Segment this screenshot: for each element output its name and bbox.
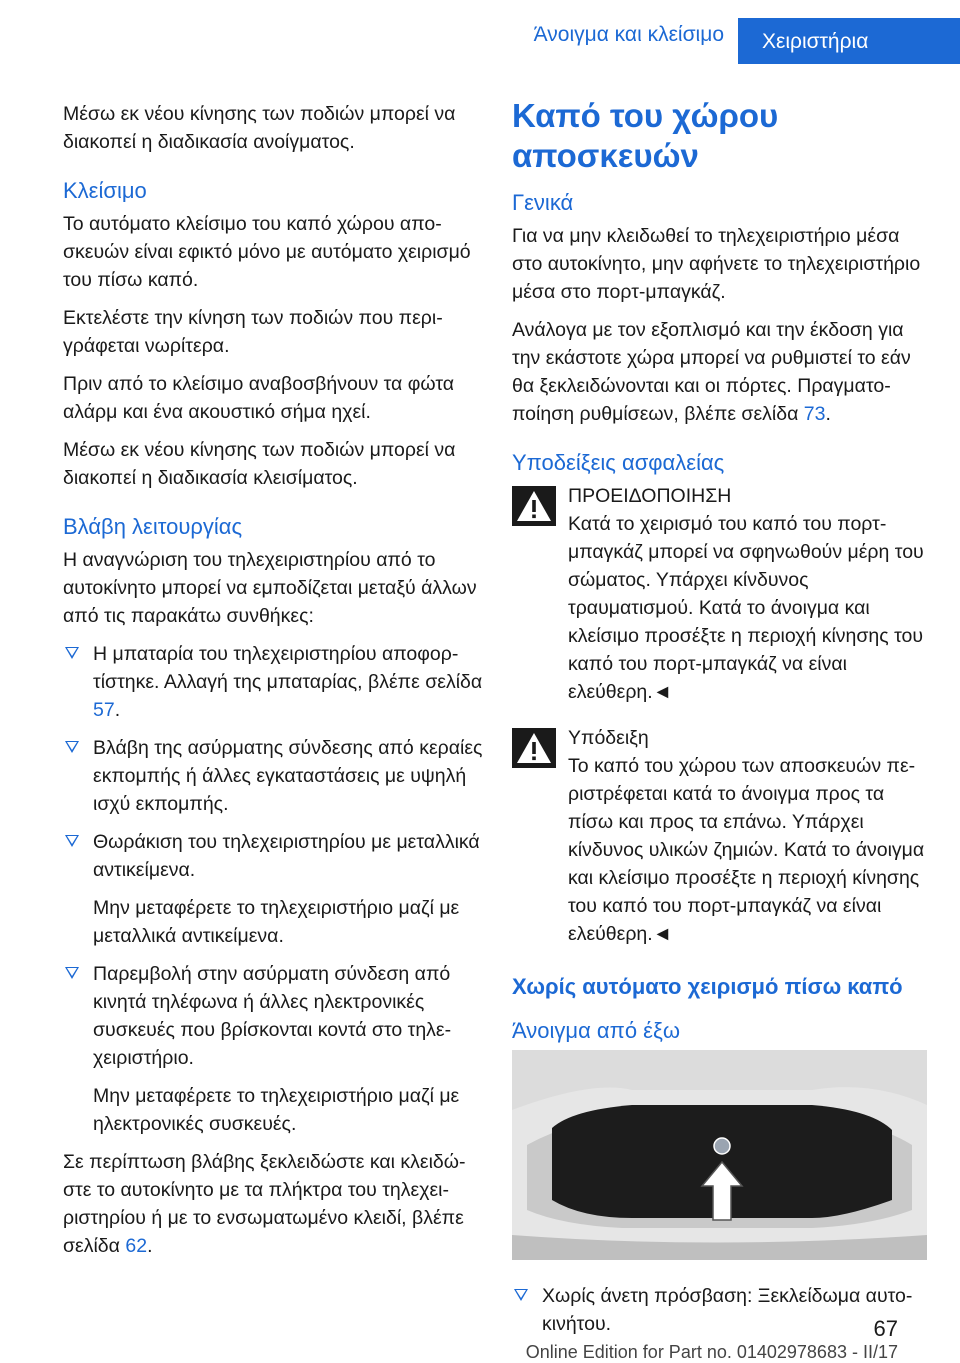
paragraph: Για να μην κλειδωθεί το τηλεχειριστήριο μέσα στο αυτοκίνητο, μην αφήνετε το τηλεχειριστήριο μέσα στο πορτ-μπαγκάζ. — [512, 225, 921, 303]
notice-title: Υπόδειξη — [568, 727, 649, 749]
paragraph: Η αναγνώριση του τηλεχειριστηρίου από το αυτοκίνητο μπορεί να εμποδίζεται μεταξύ άλλων από τις παρακάτω συνθήκες: — [63, 549, 477, 627]
malfunction-heading: Βλάβη λειτουργίας — [63, 514, 243, 539]
header-chapter-tab: Χειριστήρια — [738, 18, 960, 64]
warning-triangle-icon — [512, 486, 556, 526]
edition-footer: Online Edition for Part no. 01402978683 - II/17 — [525, 1342, 898, 1362]
paragraph: Εκτελέστε την κίνηση των ποδιών που περιγράφεται νωρίτερα. — [63, 307, 443, 357]
bullet-triangle-icon — [65, 741, 79, 753]
right-column — [512, 97, 932, 1348]
list-item-note: Μην μεταφέρετε το τηλεχειριστήριο μαζί με ηλεκτρονικές συσκευές. — [93, 1085, 460, 1135]
page-link[interactable]: 73 — [803, 403, 826, 425]
notice-block — [512, 724, 932, 948]
page-number: 67 — [873, 1316, 898, 1341]
bullet-triangle-icon — [65, 647, 79, 659]
list-item-note: Μην μεταφέρετε το τηλεχειριστήριο μαζί με μεταλλικά αντικείμενα. — [93, 897, 460, 947]
header-section-title: Άνοιγμα και κλείσιμο — [533, 23, 724, 46]
safety-heading: Υποδείξεις ασφαλείας — [512, 450, 725, 475]
section-title: Καπό του χώρου αποσκευών — [512, 97, 779, 174]
paragraph: Σε περίπτωση βλάβης ξεκλειδώστε και κλειδώστε το αυτοκίνητο με τα πλήκτρα του τηλεχειριστηρίου ή με το ενσωματωμένο κλειδί, βλέπε σελίδα 62. — [63, 1151, 466, 1257]
warning-block — [512, 482, 932, 706]
paragraph: Ανάλογα με τον εξοπλισμό και την έκδοση για την εκάστοτε χώρα μπορεί να ρυθμιστεί το εάν θα ξεκλειδώνονται και οι πόρτες. Πραγματοποίηση ρυθμίσεων, βλέπε σελίδα 73. — [512, 319, 911, 425]
left-column — [63, 100, 483, 1270]
page-header — [0, 0, 960, 64]
bullet-triangle-icon — [514, 1289, 528, 1301]
open-from-outside-heading: Άνοιγμα από έξω — [512, 1018, 680, 1043]
manual-operation-heading: Χωρίς αυτόματο χειρισμό πίσω καπό — [512, 974, 903, 999]
warning-triangle-icon — [512, 728, 556, 768]
warning-title: ΠΡΟΕΙΔΟΠΟΙΗΣΗ — [568, 485, 732, 507]
page-link[interactable]: 57 — [93, 699, 115, 721]
closing-heading: Κλείσιμο — [63, 178, 147, 203]
warning-text: Κατά το χειρισμό του καπό του πορτ-μπαγκάζ μπορεί να σφηνωθούν μέρη του σώματος. Υπάρχει κίνδυνος τραυματισμού. Κατά το άνοιγμα και κλείσιμο προσέξτε η περιοχή κίνησης του καπό του πορτ-μπαγκάζ να είναι ελεύθερη.◄ — [568, 513, 924, 703]
bullet-triangle-icon — [65, 835, 79, 847]
paragraph: Μέσω εκ νέου κίνησης των ποδιών μπορεί να διακοπεί η διαδικασία ανοίγματος. — [63, 103, 456, 153]
list-item: Χωρίς άνετη πρόσβαση: Ξεκλείδωμα αυτοκινήτου. — [512, 1282, 932, 1338]
paragraph: Το αυτόματο κλείσιμο του καπό χώρου αποσκευών είναι εφικτό μόνο με αυτόματο χειρισμό του πίσω καπό. — [63, 213, 471, 291]
general-heading: Γενικά — [512, 190, 574, 215]
bullet-triangle-icon — [65, 967, 79, 979]
list-item: Η μπαταρία του τηλεχειριστηρίου αποφορτίστηκε. Αλλαγή της μπαταρίας, βλέπε σελίδα 57. — [63, 640, 483, 724]
trunk-illustration — [512, 1050, 927, 1260]
list-item: Βλάβη της ασύρματης σύνδεσης από κεραίες εκπομπής ή άλλες εγκαταστάσεις με υψηλή ισχύ εκπομπής. — [63, 734, 483, 818]
notice-text: Το καπό του χώρου των αποσκευών περιστρέφεται κατά το άνοιγμα προς τα πίσω και προς τα επάνω. Υπάρχει κίνδυνος υλικών ζημιών. Κατά το άνοιγμα και κλείσιμο προσέξτε η περιοχή κίνησης του καπό του πορτ-μπαγκάζ να είναι ελεύθερη.◄ — [568, 755, 925, 945]
list-item: Θωράκιση του τηλεχειριστηρίου με μεταλλικά αντικείμενα. — [63, 828, 483, 884]
paragraph: Πριν από το κλείσιμο αναβοσβήνουν τα φώτα αλάρμ και ένα ακουστικό σήμα ηχεί. — [63, 373, 455, 423]
page-link[interactable]: 62 — [125, 1235, 148, 1257]
list-item: Παρεμβολή στην ασύρματη σύνδεση από κινητά τηλέφωνα ή άλλες ηλεκτρονικές συσκευές που βρίσκονται κοντά στο τηλεχειριστήριο. — [63, 960, 483, 1072]
paragraph: Μέσω εκ νέου κίνησης των ποδιών μπορεί να διακοπεί η διαδικασία κλεισίματος. — [63, 439, 456, 489]
